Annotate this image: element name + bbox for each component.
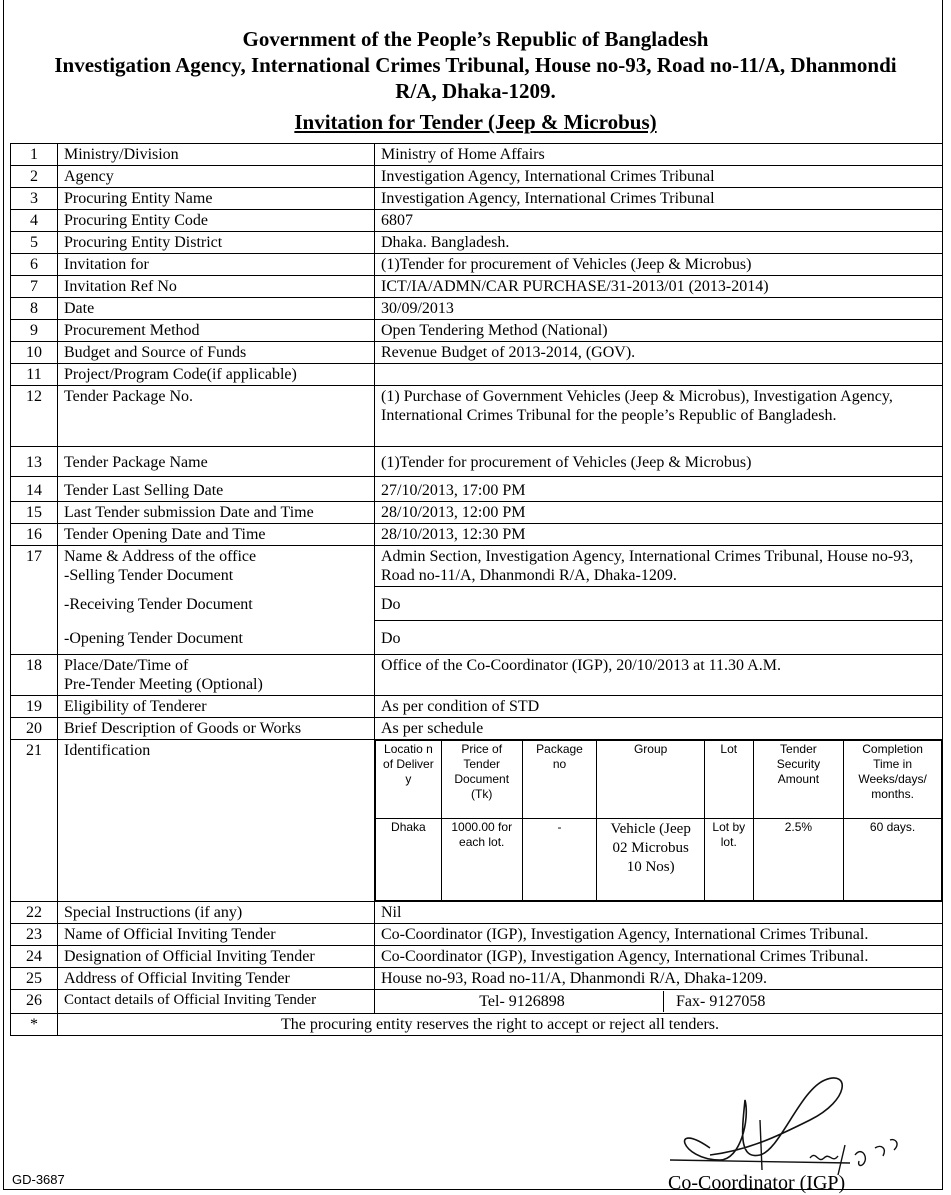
row-label: Tender Package No.: [58, 386, 375, 447]
id-header-package: Package no: [522, 741, 597, 819]
row-number: 24: [11, 946, 58, 968]
row-number: 11: [11, 364, 58, 386]
table-row-3: [11, 188, 943, 210]
row-number: 26: [11, 990, 58, 1014]
row-label: Procurement Method: [58, 320, 375, 342]
table-row-11: [11, 364, 943, 386]
identification-value-row: [376, 819, 942, 901]
table-row-17: [11, 546, 943, 587]
table-row-17-opening: [11, 621, 943, 655]
row-number: 19: [11, 696, 58, 718]
row-label: Tender Last Selling Date: [58, 477, 375, 502]
header-address-cont: R/A, Dhaka-1209.: [395, 79, 556, 103]
row-number: 22: [11, 902, 58, 924]
table-row-8: [11, 298, 943, 320]
row-label-line: Pre-Tender Meeting (Optional): [64, 676, 263, 693]
row-label: [58, 546, 375, 587]
row-label: Tender Package Name: [58, 447, 375, 477]
row-label: Procuring Entity District: [58, 232, 375, 254]
row-label: Special Instructions (if any): [58, 902, 375, 924]
row-label: Tender Opening Date and Time: [58, 524, 375, 546]
id-value-package: -: [522, 819, 597, 901]
row-number: 1: [11, 144, 58, 166]
id-header-price: Price of Tender Document (Tk): [441, 741, 522, 819]
row-number: *: [11, 1014, 58, 1036]
table-row-1: [11, 144, 943, 166]
row-value: Co-Coordinator (IGP), Investigation Agency, International Crimes Tribunal.: [375, 946, 943, 968]
id-value-completion: 60 days.: [844, 819, 942, 901]
row-number: 25: [11, 968, 58, 990]
table-row-20: [11, 718, 943, 740]
table-row-17-receiving: [11, 587, 943, 621]
row-label-line: -Selling Tender Document: [64, 567, 234, 584]
id-header-location: Locatio n of Deliver y: [376, 741, 442, 819]
row-value: As per condition of STD: [375, 696, 943, 718]
table-row-10: [11, 342, 943, 364]
table-row-4: [11, 210, 943, 232]
id-header-completion: Completion Time in Weeks/days/ months.: [844, 741, 942, 819]
id-value-lot: Lot by lot.: [704, 819, 753, 901]
row-label: Eligibility of Tenderer: [58, 696, 375, 718]
table-row-6: [11, 254, 943, 276]
row-number: 15: [11, 502, 58, 524]
row-number: 9: [11, 320, 58, 342]
row-label: Project/Program Code(if applicable): [58, 364, 375, 386]
row-label: Budget and Source of Funds: [58, 342, 375, 364]
row-value: As per schedule: [375, 718, 943, 740]
signatory-title: Co-Coordinator (IGP): [668, 1172, 846, 1194]
row-number: 2: [11, 166, 58, 188]
table-row-13: [11, 447, 943, 477]
row-value: Nil: [375, 902, 943, 924]
row-label: -Opening Tender Document: [58, 621, 375, 655]
table-row-5: [11, 232, 943, 254]
contact-cell: [375, 990, 943, 1014]
id-header-security: Tender Security Amount: [753, 741, 844, 819]
tender-table: [10, 143, 943, 1036]
identification-cell: [375, 740, 943, 902]
row-label: -Receiving Tender Document: [58, 587, 375, 621]
document-code: GD-3687: [12, 1172, 65, 1187]
row-label: Identification: [58, 740, 375, 902]
row-label: [58, 655, 375, 696]
row-label-line: Place/Date/Time of: [64, 657, 189, 674]
row-value: Investigation Agency, International Crimes Tribunal: [375, 188, 943, 210]
row-label: Address of Official Inviting Tender: [58, 968, 375, 990]
row-label: Contact details of Official Inviting Tender: [58, 990, 375, 1014]
row-value: 6807: [375, 210, 943, 232]
row-value: (1)Tender for procurement of Vehicles (Jeep & Microbus): [375, 447, 943, 477]
table-row-16: [11, 524, 943, 546]
id-header-lot: Lot: [704, 741, 753, 819]
row-label: Last Tender submission Date and Time: [58, 502, 375, 524]
header-government: Government of the People’s Republic of Bangladesh: [242, 27, 709, 51]
row-number: 21: [11, 740, 58, 902]
row-value: (1)Tender for procurement of Vehicles (Jeep & Microbus): [375, 254, 943, 276]
row-label: Agency: [58, 166, 375, 188]
row-label: Invitation Ref No: [58, 276, 375, 298]
row-value: Co-Coordinator (IGP), Investigation Agency, International Crimes Tribunal.: [375, 924, 943, 946]
id-header-group: Group: [597, 741, 705, 819]
table-row-9: [11, 320, 943, 342]
id-value-location: Dhaka: [376, 819, 442, 901]
document-title: Invitation for Tender (Jeep & Microbus): [294, 110, 657, 134]
row-number: 3: [11, 188, 58, 210]
row-value: (1) Purchase of Government Vehicles (Jeep & Microbus), Investigation Agency, International Crimes Tribunal for the people’s Republic of Bangladesh.: [375, 386, 943, 447]
row-number: 17: [11, 546, 58, 587]
table-row-23: [11, 924, 943, 946]
row-value: Investigation Agency, International Crimes Tribunal: [375, 166, 943, 188]
row-value: 28/10/2013, 12:30 PM: [375, 524, 943, 546]
row-number: 13: [11, 447, 58, 477]
row-value: 27/10/2013, 17:00 PM: [375, 477, 943, 502]
row-label: Brief Description of Goods or Works: [58, 718, 375, 740]
identification-table: [375, 740, 942, 901]
contact-tel: Tel- 9126898: [381, 991, 664, 1012]
table-row-15: [11, 502, 943, 524]
row-value: Open Tendering Method (National): [375, 320, 943, 342]
row-value: [375, 364, 943, 386]
table-row-12: [11, 386, 943, 447]
table-row-7: [11, 276, 943, 298]
row-value: Dhaka. Bangladesh.: [375, 232, 943, 254]
row-label: Invitation for: [58, 254, 375, 276]
row-number: 4: [11, 210, 58, 232]
row-value: Office of the Co-Coordinator (IGP), 20/10/2013 at 11.30 A.M.: [375, 655, 943, 696]
row-number: 18: [11, 655, 58, 696]
table-row-18: [11, 655, 943, 696]
header-agency-address: Investigation Agency, International Crimes Tribunal, House no-93, Road no-11/A, Dhanmondi: [54, 53, 897, 77]
row-label: Designation of Official Inviting Tender: [58, 946, 375, 968]
row-value: 30/09/2013: [375, 298, 943, 320]
row-value: Do: [375, 621, 943, 655]
row-value: Admin Section, Investigation Agency, International Crimes Tribunal, House no-93, Road no-11/A, Dhanmondi R/A, Dhaka-1209.: [375, 546, 943, 587]
row-value: Ministry of Home Affairs: [375, 144, 943, 166]
table-row-2: [11, 166, 943, 188]
table-row-22: [11, 902, 943, 924]
table-row-25: [11, 968, 943, 990]
row-label: Date: [58, 298, 375, 320]
reservation-note: The procuring entity reserves the right to accept or reject all tenders.: [58, 1014, 943, 1036]
row-value: House no-93, Road no-11/A, Dhanmondi R/A, Dhaka-1209.: [375, 968, 943, 990]
row-number: 20: [11, 718, 58, 740]
row-label: Procuring Entity Code: [58, 210, 375, 232]
table-row-footer: [11, 1014, 943, 1036]
row-number: 23: [11, 924, 58, 946]
row-label-line: Name & Address of the office: [64, 548, 257, 565]
row-value: Do: [375, 587, 943, 621]
row-number: 5: [11, 232, 58, 254]
row-value: 28/10/2013, 12:00 PM: [375, 502, 943, 524]
id-value-group: Vehicle (Jeep 02 Microbus 10 Nos): [597, 819, 705, 901]
row-value: Revenue Budget of 2013-2014, (GOV).: [375, 342, 943, 364]
row-number: 8: [11, 298, 58, 320]
table-row-19: [11, 696, 943, 718]
row-label: Procuring Entity Name: [58, 188, 375, 210]
table-row-24: [11, 946, 943, 968]
row-number: 12: [11, 386, 58, 447]
row-number: 7: [11, 276, 58, 298]
id-value-security: 2.5%: [753, 819, 844, 901]
table-row-14: [11, 477, 943, 502]
row-label: Name of Official Inviting Tender: [58, 924, 375, 946]
row-number: 16: [11, 524, 58, 546]
row-label: Ministry/Division: [58, 144, 375, 166]
table-row-21: [11, 740, 943, 902]
id-value-price: 1000.00 for each lot.: [441, 819, 522, 901]
row-number: 10: [11, 342, 58, 364]
signature-image: [650, 1060, 940, 1190]
contact-fax: Fax- 9127058: [676, 993, 766, 1010]
row-value: ICT/IA/ADMN/CAR PURCHASE/31-2013/01 (2013-2014): [375, 276, 943, 298]
identification-header-row: [376, 741, 942, 819]
row-number: 14: [11, 477, 58, 502]
document-header: [0, 26, 951, 104]
row-number: 6: [11, 254, 58, 276]
table-row-26: [11, 990, 943, 1014]
